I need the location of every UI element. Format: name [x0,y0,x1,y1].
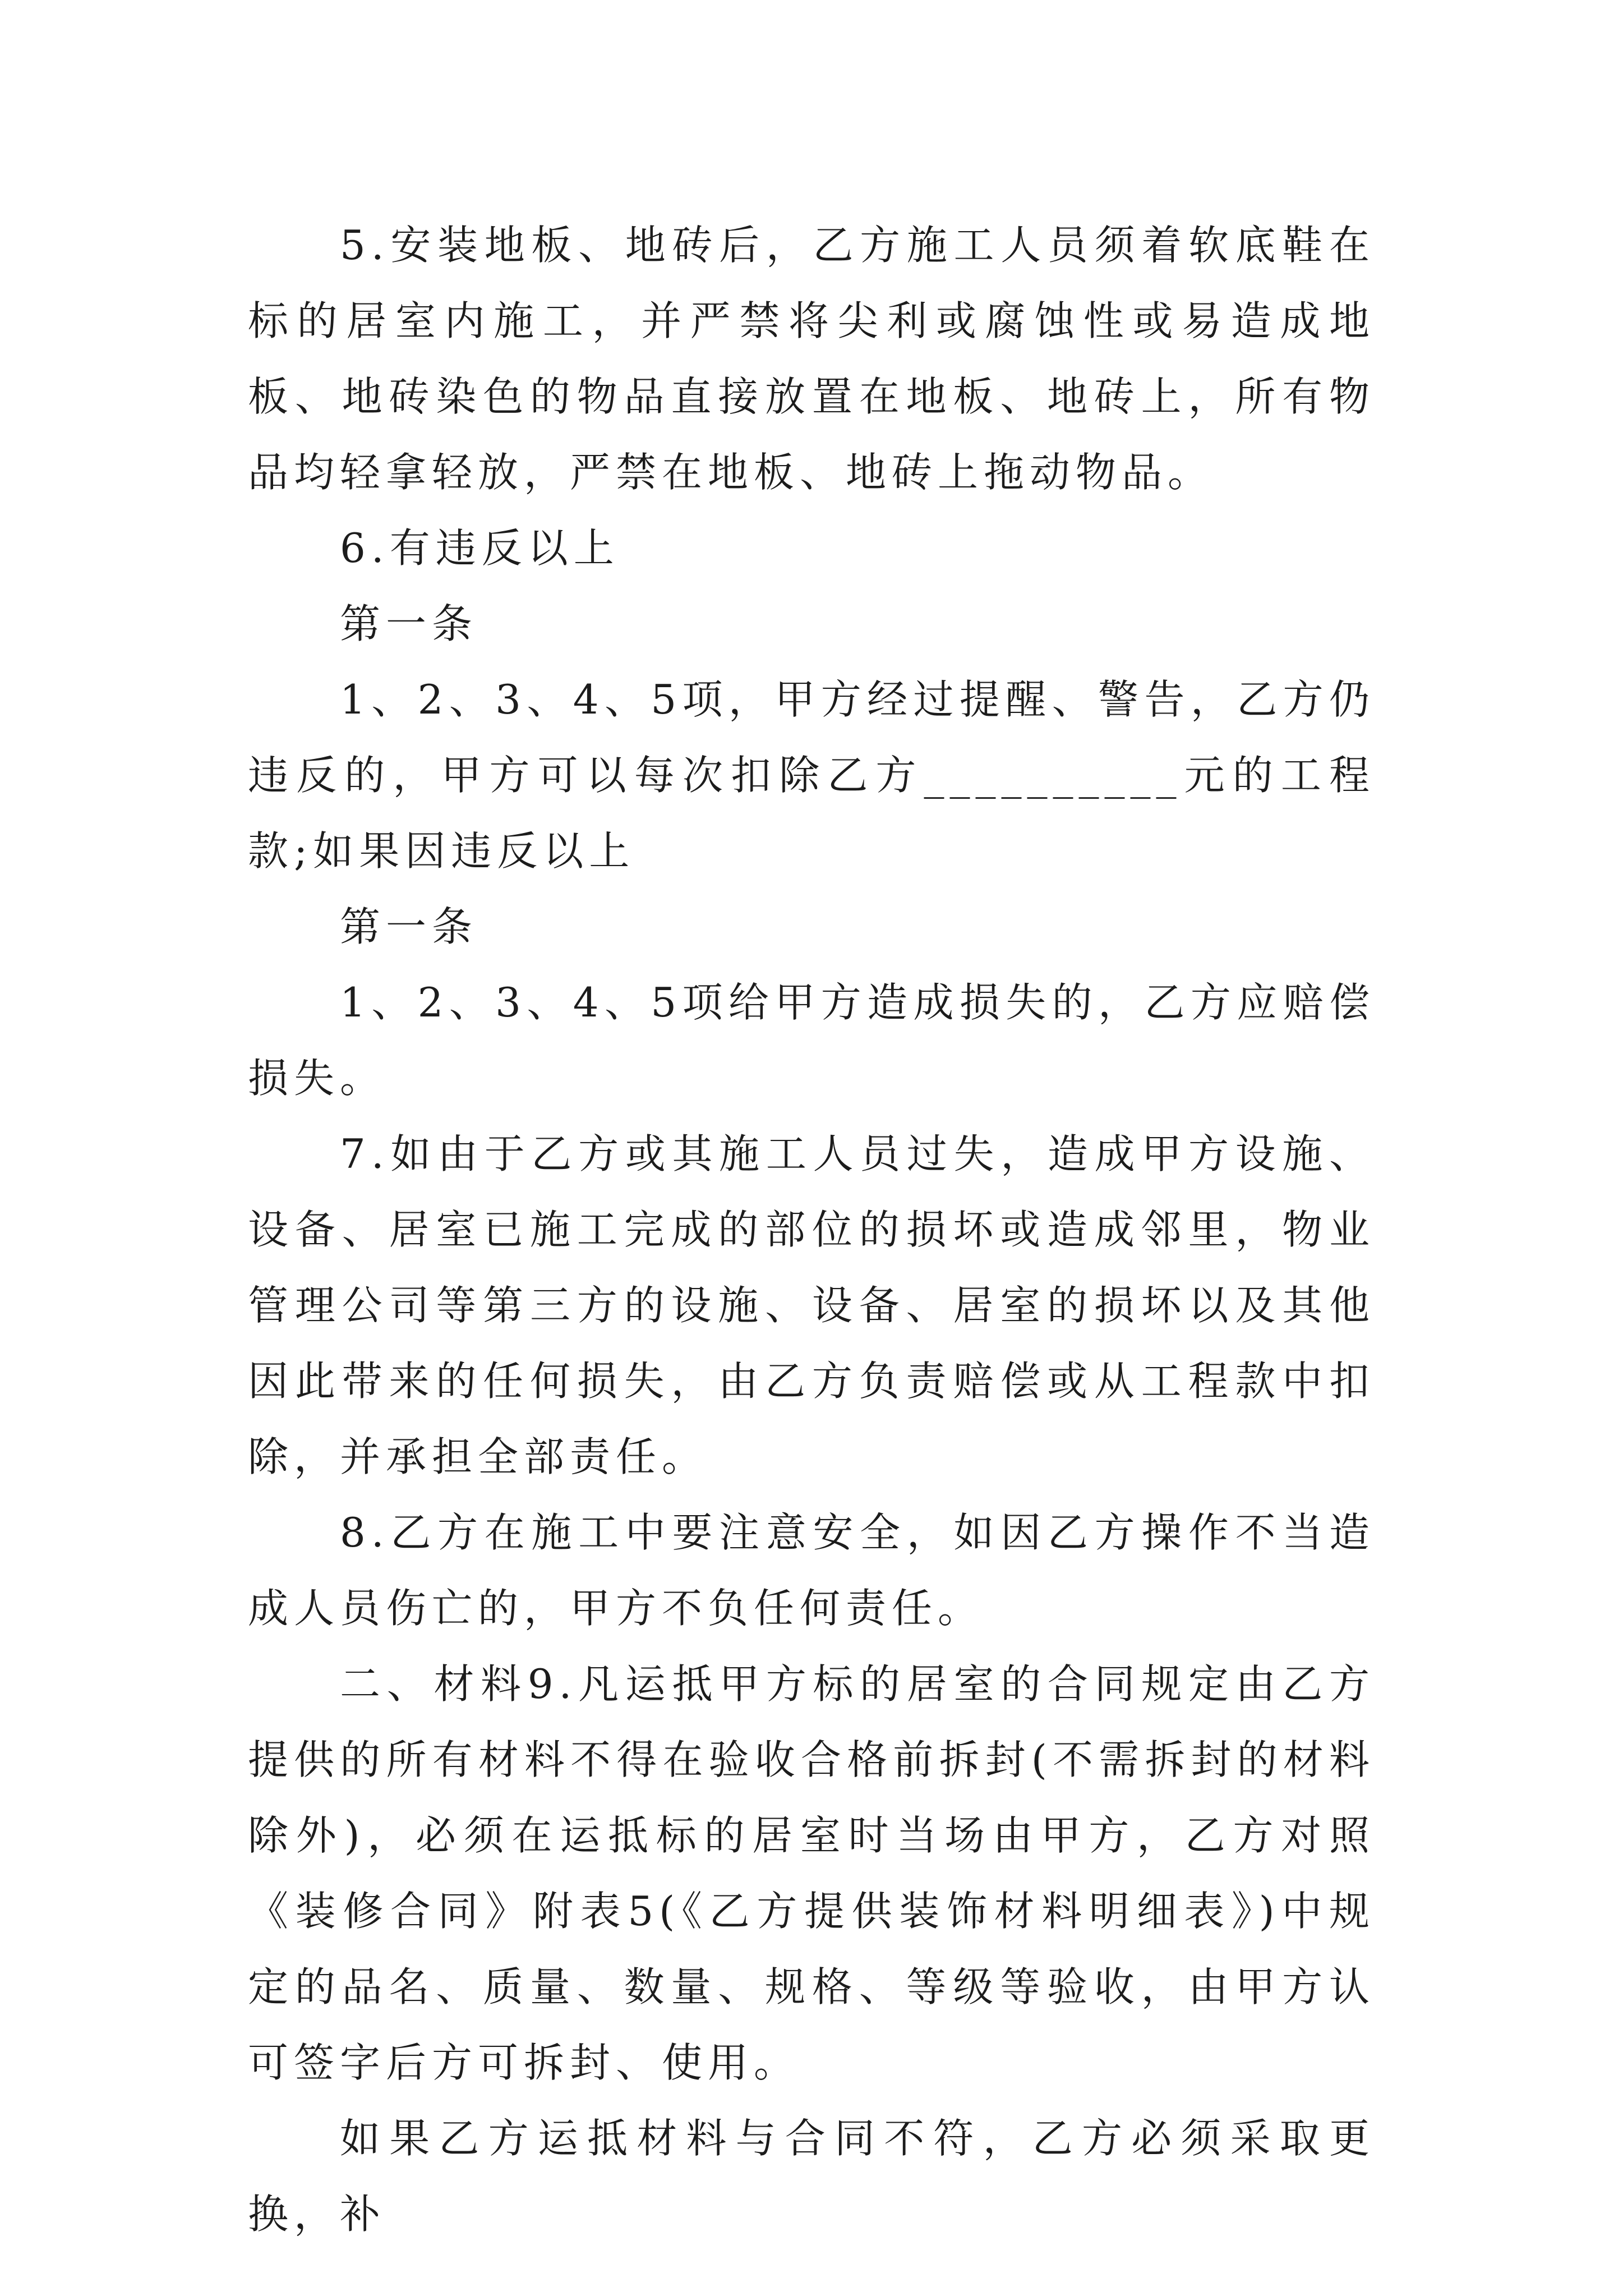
paragraph-compensation: 1、2、3、4、5项给甲方造成损失的，乙方应赔偿损失。 [248,979,1375,1102]
paragraph-penalty-clause: 1、2、3、4、5项，甲方经过提醒、警告，乙方仍违反的，甲方可以每次扣除乙方__________元的工程款;如果因违反以上 [248,676,1375,875]
paragraph-article-one: 第一条 [340,600,478,647]
document-body [248,208,1375,2252]
paragraph-7-negligence: 7.如由于乙方或其施工人员过失，造成甲方设施、设备、居室已施工完成的部位的损坏或造成邻里，物业管理公司等第三方的设施、设备、居室的损坏以及其他因此带来的任何损失，由乙方负责赔偿或从工程款中扣除，并承担全部责任。 [248,1130,1375,1480]
paragraph-materials-9: 二、材料9.凡运抵甲方标的居室的合同规定由乙方提供的所有材料不得在验收合格前拆封(不需拆封的材料除外)，必须在运抵标的居室时当场由甲方，乙方对照《装修合同》附表5(《乙方提供装饰材料明细表》)中规定的品名、质量、数量、规格、等级等验收，由甲方认可签字后方可拆封、使用。 [248,1660,1375,2086]
paragraph-5-floor-protection: 5.安装地板、地砖后，乙方施工人员须着软底鞋在标的居室内施工，并严禁将尖利或腐蚀性或易造成地板、地砖染色的物品直接放置在地板、地砖上，所有物品均轻拿轻放，严禁在地板、地砖上拖动物品。 [248,222,1375,496]
paragraph-materials-mismatch: 如果乙方运抵材料与合同不符，乙方必须采取更换，补 [248,2115,1375,2238]
paragraph-article-one-repeat: 第一条 [340,903,478,950]
paragraph-6-heading: 6.有违反以上 [340,524,620,572]
paragraph-8-safety: 8.乙方在施工中要注意安全，如因乙方操作不当造成人员伤亡的，甲方不负任何责任。 [248,1509,1375,1632]
